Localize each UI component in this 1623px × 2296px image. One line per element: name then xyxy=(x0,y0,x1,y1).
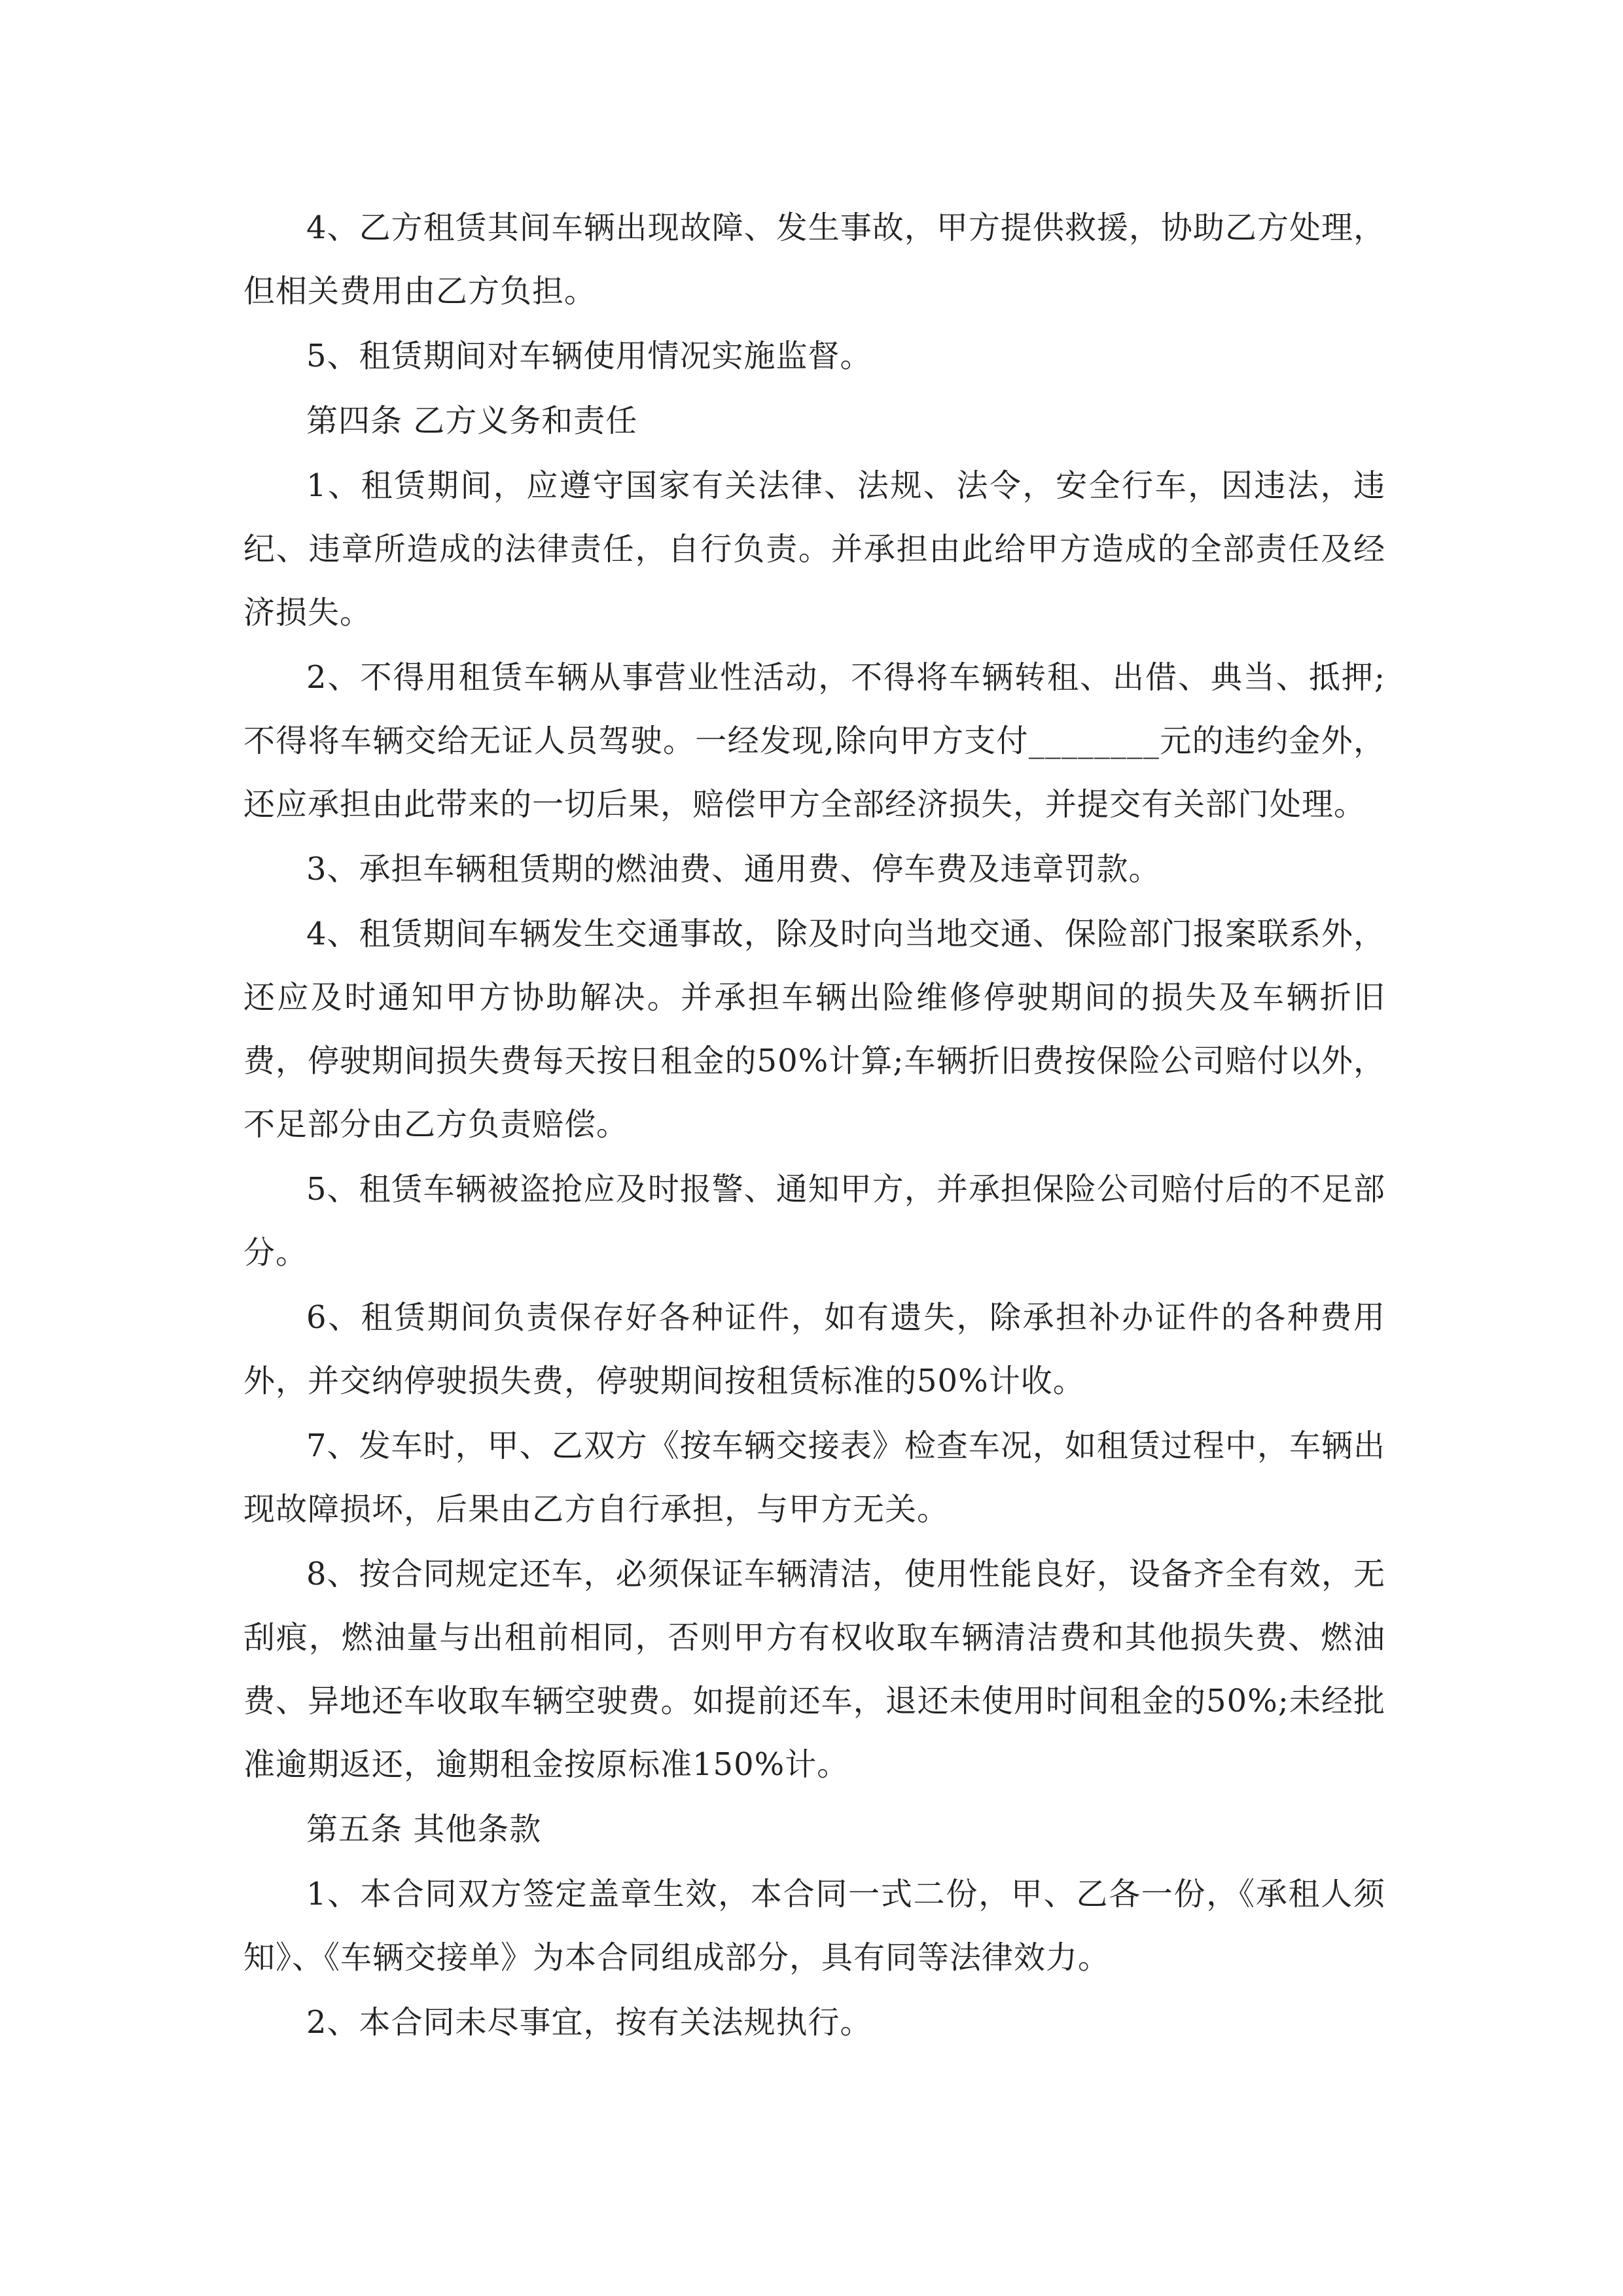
clause-3-item-5: 5、租赁期间对车辆使用情况实施监督。 xyxy=(306,338,872,374)
clause-4-item-8: 8、按合同规定还车，必须保证车辆清洁，使用性能良好，设备齐全有效，无刮痕，燃油量与出租前相同，否则甲方有权收取车辆清洁费和其他损失费、燃油费、异地还车收取车辆空驶费。如提前还车，退还未使用时间租金的50%;未经批准逾期返还，逾期租金按原标准150%计。 xyxy=(243,1556,1385,1783)
clause-4-item-5: 5、租赁车辆被盗抢应及时报警、通知甲方，并承担保险公司赔付后的不足部分。 xyxy=(243,1171,1385,1271)
clause-3-item-4: 4、乙方租赁其间车辆出现故障、发生事故，甲方提供救援，协助乙方处理，但相关费用由乙方负担。 xyxy=(243,209,1385,310)
clause-4-item-1: 1、租赁期间，应遵守国家有关法律、法规、法令，安全行车，因违法，违纪、违章所造成的法律责任，自行负责。并承担由此给甲方造成的全部责任及经济损失。 xyxy=(243,467,1385,631)
section-heading-article-5: 第五条 其他条款 xyxy=(306,1811,542,1848)
clause-5-item-1: 1、本合同双方签定盖章生效，本合同一式二份，甲、乙各一份，《承租人须知》、《车辆交接单》为本合同组成部分，具有同等法律效力。 xyxy=(243,1876,1385,1976)
clause-4-item-3: 3、承担车辆租赁期的燃油费、通用费、停车费及违章罚款。 xyxy=(306,851,1161,888)
section-heading-article-4: 第四条 乙方义务和责任 xyxy=(306,403,638,439)
document-body xyxy=(243,196,1385,2056)
clause-4-item-2: 2、不得用租赁车辆从事营业性活动，不得将车辆转租、出借、典当、抵押;不得将车辆交给无证人员驾驶。一经发现,除向甲方支付________元的违约金外，还应承担由此带来的一切后果，赔偿甲方全部经济损失，并提交有关部门处理。 xyxy=(243,659,1385,823)
clause-4-item-7: 7、发车时，甲、乙双方《按车辆交接表》检查车况，如租赁过程中，车辆出现故障损坏，后果由乙方自行承担，与甲方无关。 xyxy=(243,1427,1385,1528)
clause-4-item-6: 6、租赁期间负责保存好各种证件，如有遗失，除承担补办证件的各种费用外，并交纳停驶损失费，停驶期间按租赁标准的50%计收。 xyxy=(243,1299,1385,1399)
clause-5-item-2: 2、本合同未尽事宜，按有关法规执行。 xyxy=(306,2004,872,2041)
clause-4-item-4: 4、租赁期间车辆发生交通事故，除及时向当地交通、保险部门报案联系外，还应及时通知甲方协助解决。并承担车辆出险维修停驶期间的损失及车辆折旧费，停驶期间损失费每天按日租金的50%计算;车辆折旧费按保险公司赔付以外，不足部分由乙方负责赔偿。 xyxy=(243,916,1385,1143)
